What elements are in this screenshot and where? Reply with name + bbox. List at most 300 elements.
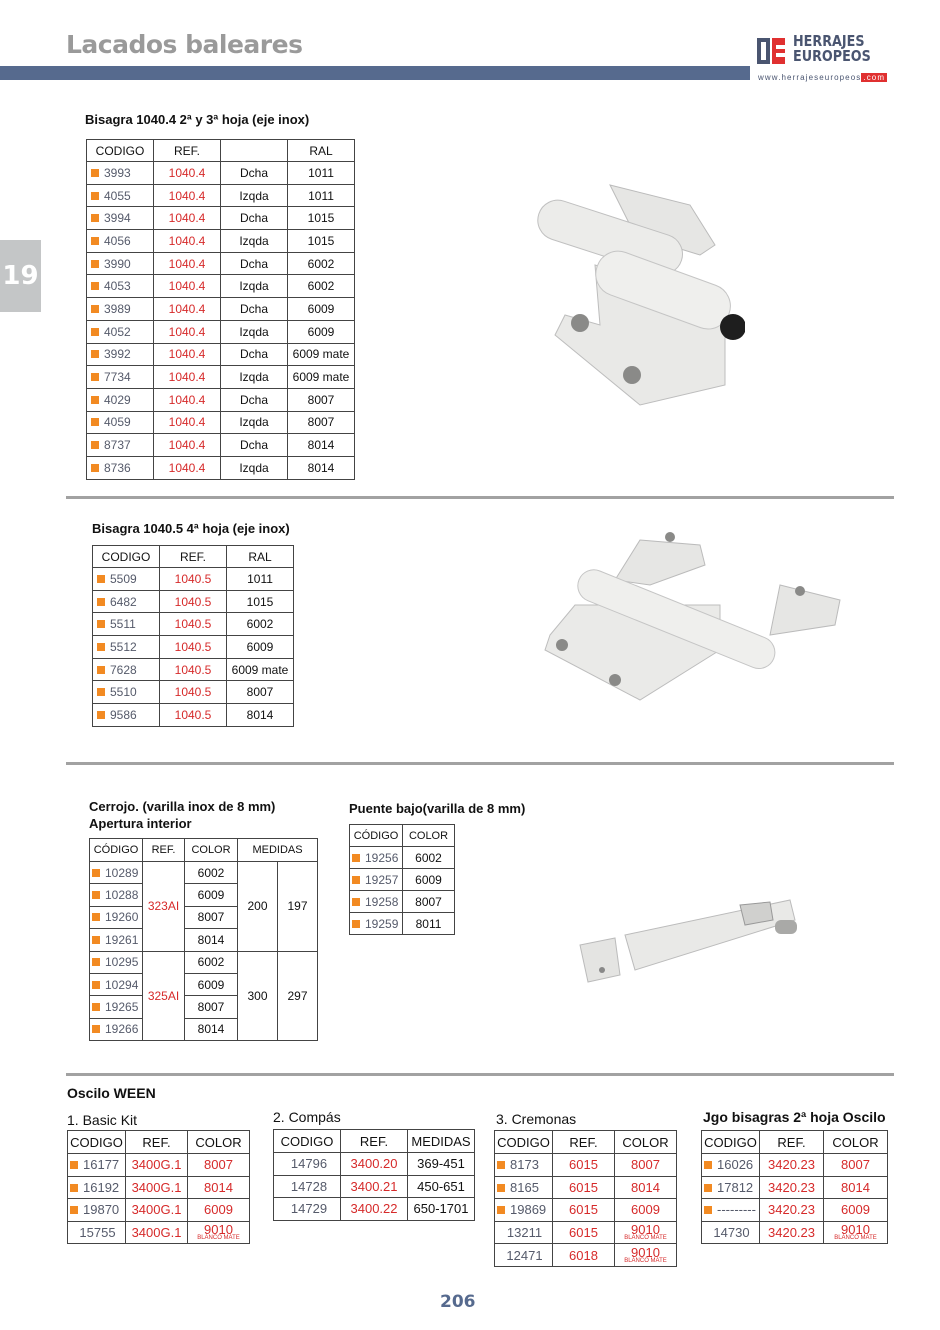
- bisagra-1040-4-title: Bisagra 1040.4 2ª y 3ª hoja (eje inox): [85, 112, 310, 127]
- ral-cell: [288, 411, 355, 434]
- ref-value: 323AI: [147, 899, 180, 914]
- ref-cell: [126, 1176, 188, 1199]
- medida-b-value: 197: [287, 899, 308, 914]
- color-value: 8014: [841, 1179, 870, 1195]
- ral-value: 6009 mate: [292, 347, 350, 362]
- side-cell: [221, 343, 288, 366]
- ref-cell: [154, 343, 221, 366]
- table-row: [90, 951, 318, 973]
- side-cell: [221, 411, 288, 434]
- codigo-value: 19265: [105, 1000, 139, 1015]
- codigo-value: 19256: [365, 850, 399, 865]
- ral-cell: [227, 658, 294, 681]
- orange-marker-icon: [91, 350, 99, 358]
- table-row: [87, 230, 355, 253]
- ral-value: 8007: [307, 415, 335, 430]
- ref-value: 1040.5: [174, 617, 212, 632]
- section-divider: [66, 496, 894, 499]
- ral-value: 6002: [307, 256, 335, 271]
- orange-marker-icon: [91, 464, 99, 472]
- codigo-value: 16026: [717, 1157, 754, 1173]
- col-codigo: CÓDIGO: [90, 839, 143, 862]
- orange-marker-icon: [91, 441, 99, 449]
- orange-marker-icon: [97, 575, 105, 583]
- color-cell: [824, 1199, 888, 1222]
- color-value: 9010: [841, 1222, 870, 1238]
- table-row: [87, 162, 355, 185]
- ref-value: 1040.4: [168, 324, 206, 339]
- codigo-value: 19257: [365, 872, 399, 887]
- codigo-cell: [495, 1154, 553, 1177]
- ref-cell: [154, 388, 221, 411]
- table-row: [90, 862, 318, 884]
- ref-cell: [341, 1153, 408, 1176]
- table-header-row: [93, 546, 294, 568]
- puente-bajo-table: [349, 824, 455, 935]
- ral-cell: [288, 162, 355, 185]
- color-value: 6009: [197, 977, 225, 992]
- codigo-cell: [68, 1221, 126, 1244]
- side-cell: [221, 388, 288, 411]
- jgo-bisagras-title: Jgo bisagras 2ª hoja Oscilo: [703, 1109, 886, 1125]
- codigo-value: 19870: [83, 1202, 120, 1218]
- col-color: COLOR: [403, 825, 455, 847]
- codigo-value: 16177: [83, 1157, 120, 1173]
- color-note: BLANCO MATE: [624, 1235, 667, 1242]
- codigo-cell: [495, 1244, 553, 1267]
- color-value: 8007: [197, 1000, 225, 1015]
- color-cell: [615, 1221, 677, 1244]
- codigo-value: 3994: [104, 211, 131, 226]
- color-value: 6002: [415, 850, 442, 865]
- ral-cell: [288, 456, 355, 479]
- codigo-cell: [93, 590, 160, 613]
- ral-value: 1015: [307, 211, 335, 226]
- codigo-value: 4029: [104, 392, 131, 407]
- codigo-cell: [274, 1198, 341, 1221]
- ral-cell: [288, 207, 355, 230]
- col-codigo: CODIGO: [702, 1131, 760, 1154]
- color-cell: [185, 884, 238, 906]
- color-cell: [188, 1176, 250, 1199]
- bisagra-1040-4-table: [86, 139, 355, 480]
- table-row: [495, 1176, 677, 1199]
- codigo-cell: [87, 275, 154, 298]
- col-ref: REF.: [160, 546, 227, 568]
- orange-marker-icon: [704, 1184, 712, 1192]
- codigo-cell: [68, 1154, 126, 1177]
- ral-cell: [227, 704, 294, 727]
- col-ref: REF.: [143, 839, 185, 862]
- codigo-cell: [68, 1176, 126, 1199]
- color-cell: [615, 1176, 677, 1199]
- codigo-value: 10295: [105, 955, 139, 970]
- table-row: [274, 1175, 475, 1198]
- col-side: [221, 140, 288, 162]
- cerrojo-image: [570, 890, 810, 985]
- table-row: [350, 913, 455, 935]
- col-codigo: CODIGO: [495, 1131, 553, 1154]
- color-cell: [185, 1018, 238, 1040]
- codigo-cell: [87, 252, 154, 275]
- table-row: [87, 184, 355, 207]
- codigo-value: 4055: [104, 188, 131, 203]
- orange-marker-icon: [91, 396, 99, 404]
- codigo-cell: [702, 1221, 760, 1244]
- codigo-cell: [68, 1199, 126, 1222]
- col-codigo: CÓDIGO: [350, 825, 403, 847]
- ref-cell: [760, 1154, 824, 1177]
- orange-marker-icon: [91, 328, 99, 336]
- codigo-cell: [90, 1018, 143, 1040]
- ral-cell: [227, 613, 294, 636]
- ral-value: 6009: [246, 639, 274, 654]
- codigo-value: 10294: [105, 977, 139, 992]
- codigo-value: 17812: [717, 1179, 754, 1195]
- ref-value: 3400G.1: [131, 1225, 182, 1241]
- color-value: 8007: [841, 1157, 870, 1173]
- ref-cell: [154, 207, 221, 230]
- ref-value: 1040.4: [168, 256, 206, 271]
- cerrojo-title-line2: Apertura interior: [89, 816, 192, 831]
- ref-value: 1040.5: [174, 571, 212, 586]
- side-cell: [221, 162, 288, 185]
- side-cell: [221, 184, 288, 207]
- codigo-value: 7628: [110, 662, 137, 677]
- table-row: [68, 1176, 250, 1199]
- table-row: [93, 704, 294, 727]
- table-row: [350, 869, 455, 891]
- table-row: [93, 590, 294, 613]
- ref-cell: [553, 1199, 615, 1222]
- codigo-value: 9586: [110, 707, 137, 722]
- codigo-cell: [87, 456, 154, 479]
- color-value: 6002: [197, 865, 225, 880]
- ref-cell: [160, 658, 227, 681]
- codigo-cell: [702, 1154, 760, 1177]
- codigo-value: 15755: [79, 1225, 116, 1241]
- side-value: Dcha: [239, 438, 268, 453]
- ref-cell: [553, 1176, 615, 1199]
- codigo-cell: [87, 207, 154, 230]
- brand-logo: [757, 32, 897, 86]
- orange-marker-icon: [70, 1206, 78, 1214]
- col-ref: REF.: [760, 1131, 824, 1154]
- ral-value: 8014: [246, 707, 274, 722]
- medida-b-value: 297: [287, 988, 308, 1003]
- orange-marker-icon: [70, 1184, 78, 1192]
- ral-value: 6002: [246, 617, 274, 632]
- col-ral: RAL: [227, 546, 294, 568]
- side-value: Izqda: [239, 233, 269, 248]
- ral-cell: [288, 320, 355, 343]
- table-row: [350, 847, 455, 869]
- ref-value: 1040.4: [168, 347, 206, 362]
- orange-marker-icon: [92, 1025, 100, 1033]
- side-value: Dcha: [239, 301, 268, 316]
- table-header-row: [350, 825, 455, 847]
- ral-cell: [227, 590, 294, 613]
- ref-value: 1040.5: [174, 662, 212, 677]
- table-row: [87, 388, 355, 411]
- medida-a-value: 300: [247, 988, 268, 1003]
- orange-marker-icon: [91, 169, 99, 177]
- codigo-cell: [90, 973, 143, 995]
- orange-marker-icon: [97, 666, 105, 674]
- color-value: 6009: [631, 1202, 660, 1218]
- codigo-value: 5510: [110, 685, 137, 700]
- table-row: [495, 1221, 677, 1244]
- ref-value: 1040.4: [168, 211, 206, 226]
- orange-marker-icon: [92, 981, 100, 989]
- hinge-1040-4-image: [525, 175, 745, 435]
- codigo-value: 19260: [105, 910, 139, 925]
- ral-value: 8014: [307, 438, 335, 453]
- ral-value: 6009 mate: [292, 370, 350, 385]
- codigo-value: 10289: [105, 865, 139, 880]
- color-cell: [185, 973, 238, 995]
- medidas-value: 650-1701: [413, 1201, 469, 1217]
- side-value: Izqda: [239, 324, 269, 339]
- codigo-value: 3990: [104, 256, 131, 271]
- color-cell: [615, 1244, 677, 1267]
- codigo-cell: [495, 1221, 553, 1244]
- codigo-value: 16192: [83, 1179, 120, 1195]
- ref-value: 3420.23: [768, 1179, 815, 1195]
- codigo-cell: [87, 388, 154, 411]
- ref-cell: [760, 1199, 824, 1222]
- col-color: COLOR: [188, 1131, 250, 1154]
- orange-marker-icon: [92, 869, 100, 877]
- ref-value: 6018: [569, 1247, 598, 1263]
- side-cell: [221, 207, 288, 230]
- col-color: COLOR: [615, 1131, 677, 1154]
- color-cell: [188, 1221, 250, 1244]
- ref-value: 1040.4: [168, 438, 206, 453]
- ref-cell: [154, 275, 221, 298]
- color-note: BLANCO MATE: [197, 1235, 240, 1242]
- ref-cell: [126, 1221, 188, 1244]
- ref-value: 1040.5: [174, 639, 212, 654]
- codigo-cell: [93, 681, 160, 704]
- jgo-bisagras-table: [701, 1130, 888, 1244]
- codigo-cell: [90, 929, 143, 951]
- color-note: BLANCO MATE: [624, 1257, 667, 1264]
- table-row: [87, 320, 355, 343]
- basic-kit-table: [67, 1130, 250, 1244]
- ref-value: 1040.5: [174, 707, 212, 722]
- color-cell: [188, 1154, 250, 1177]
- orange-marker-icon: [97, 688, 105, 696]
- logo-line1: HERRAJES: [793, 32, 865, 50]
- table-row: [87, 366, 355, 389]
- orange-marker-icon: [92, 891, 100, 899]
- ref-cell: [341, 1175, 408, 1198]
- orange-marker-icon: [92, 1003, 100, 1011]
- side-value: Dcha: [239, 165, 268, 180]
- ral-value: 8007: [246, 685, 274, 700]
- ref-value: 1040.4: [168, 188, 206, 203]
- ref-value: 1040.5: [174, 594, 212, 609]
- color-cell: [403, 847, 455, 869]
- codigo-value: 3992: [104, 347, 131, 362]
- table-header-row: [68, 1131, 250, 1154]
- codigo-value: 19258: [365, 894, 399, 909]
- codigo-cell: [87, 320, 154, 343]
- codigo-value: 8737: [104, 438, 131, 453]
- codigo-cell: [87, 230, 154, 253]
- col-color: COLOR: [824, 1131, 888, 1154]
- ref-cell: [154, 456, 221, 479]
- compas-title: 2. Compás: [273, 1109, 341, 1125]
- color-value: 8011: [415, 916, 442, 931]
- bisagra-1040-5-table: [92, 545, 294, 727]
- table-header-row: [495, 1131, 677, 1154]
- color-cell: [403, 913, 455, 935]
- codigo-cell: [350, 891, 403, 913]
- col-codigo: CODIGO: [87, 140, 154, 162]
- ref-cell: [341, 1198, 408, 1221]
- ref-value: 3400G.1: [131, 1179, 182, 1195]
- codigo-value: 10288: [105, 888, 139, 903]
- codigo-value: 13211: [506, 1225, 543, 1241]
- ref-cell: [154, 162, 221, 185]
- side-cell: [221, 230, 288, 253]
- orange-marker-icon: [352, 898, 360, 906]
- color-note: BLANCO MATE: [834, 1235, 877, 1242]
- color-cell: [403, 869, 455, 891]
- side-cell: [221, 366, 288, 389]
- ref-cell: [160, 613, 227, 636]
- col-ref: REF.: [553, 1131, 615, 1154]
- codigo-value: 5509: [110, 571, 137, 586]
- side-cell: [221, 320, 288, 343]
- header-bar: [0, 66, 750, 80]
- ref-cell: [154, 252, 221, 275]
- codigo-value: 14729: [290, 1201, 328, 1217]
- ref-value: 1040.4: [168, 415, 206, 430]
- ref-value: 6015: [569, 1179, 598, 1195]
- codigo-cell: [274, 1153, 341, 1176]
- ral-value: 8014: [307, 460, 335, 475]
- table-row: [87, 207, 355, 230]
- table-row: [87, 456, 355, 479]
- logo-he-icon: [757, 36, 787, 66]
- medida-b-cell: [278, 951, 318, 1041]
- color-cell: [824, 1221, 888, 1244]
- codigo-cell: [702, 1176, 760, 1199]
- ref-value: 1040.4: [168, 370, 206, 385]
- side-value: Izqda: [239, 370, 269, 385]
- codigo-value: 14728: [290, 1178, 328, 1194]
- medida-b-cell: [278, 862, 318, 952]
- ref-value: 3400G.1: [131, 1157, 182, 1173]
- logo-url-suffix: .com: [863, 73, 886, 82]
- table-row: [87, 252, 355, 275]
- cerrojo-title-line1: Cerrojo. (varilla inox de 8 mm): [89, 799, 276, 814]
- codigo-cell: [90, 996, 143, 1018]
- ral-cell: [227, 636, 294, 659]
- ref-cell: [553, 1154, 615, 1177]
- col-codigo: CODIGO: [93, 546, 160, 568]
- ral-cell: [288, 252, 355, 275]
- table-row: [93, 658, 294, 681]
- medidas-value: 369-451: [417, 1156, 465, 1172]
- color-cell: [185, 906, 238, 928]
- side-value: Izqda: [239, 415, 269, 430]
- codigo-value: 8736: [104, 460, 131, 475]
- ref-value: 1040.4: [168, 301, 206, 316]
- orange-marker-icon: [91, 305, 99, 313]
- orange-marker-icon: [97, 598, 105, 606]
- ref-value: 1040.4: [168, 165, 206, 180]
- cerrojo-table: [89, 838, 318, 1041]
- ref-cell: [553, 1221, 615, 1244]
- ref-cell: [154, 184, 221, 207]
- page-number: 206: [440, 1292, 476, 1312]
- ref-value: 3420.23: [768, 1225, 815, 1241]
- codigo-cell: [87, 366, 154, 389]
- ref-value: 3400.21: [350, 1178, 398, 1194]
- ral-cell: [288, 343, 355, 366]
- orange-marker-icon: [91, 282, 99, 290]
- logo-url-domain: www.herrajeseuropeos: [758, 73, 862, 82]
- ref-cell: [760, 1221, 824, 1244]
- orange-marker-icon: [497, 1184, 505, 1192]
- ref-cell: [143, 862, 185, 952]
- color-value: 8007: [415, 894, 442, 909]
- color-value: 6009: [415, 872, 442, 887]
- ref-cell: [553, 1244, 615, 1267]
- ref-cell: [154, 366, 221, 389]
- ral-value: 8007: [307, 392, 335, 407]
- side-cell: [221, 252, 288, 275]
- codigo-value: 19869: [510, 1202, 547, 1218]
- codigo-value: 3989: [104, 301, 131, 316]
- codigo-value: 4052: [104, 324, 131, 339]
- table-row: [68, 1154, 250, 1177]
- orange-marker-icon: [704, 1206, 712, 1214]
- ref-cell: [160, 704, 227, 727]
- ref-value: 3420.23: [768, 1202, 815, 1218]
- orange-marker-icon: [497, 1161, 505, 1169]
- table-row: [87, 411, 355, 434]
- side-cell: [221, 456, 288, 479]
- codigo-value: 14796: [290, 1156, 328, 1172]
- codigo-value: 19266: [105, 1022, 139, 1037]
- codigo-cell: [90, 884, 143, 906]
- ref-value: 1040.4: [168, 233, 206, 248]
- ral-cell: [288, 434, 355, 457]
- codigo-cell: [93, 568, 160, 591]
- orange-marker-icon: [91, 214, 99, 222]
- ral-value: 6009 mate: [231, 662, 289, 677]
- table-row: [495, 1244, 677, 1267]
- side-cell: [221, 434, 288, 457]
- orange-marker-icon: [97, 643, 105, 651]
- codigo-value: 12471: [506, 1247, 543, 1263]
- side-cell: [221, 275, 288, 298]
- table-row: [702, 1154, 888, 1177]
- ref-cell: [160, 568, 227, 591]
- color-value: 8014: [197, 1022, 225, 1037]
- medida-a-value: 200: [247, 899, 268, 914]
- table-row: [274, 1153, 475, 1176]
- orange-marker-icon: [352, 920, 360, 928]
- codigo-cell: [274, 1175, 341, 1198]
- orange-marker-icon: [352, 854, 360, 862]
- logo-url: [758, 73, 887, 82]
